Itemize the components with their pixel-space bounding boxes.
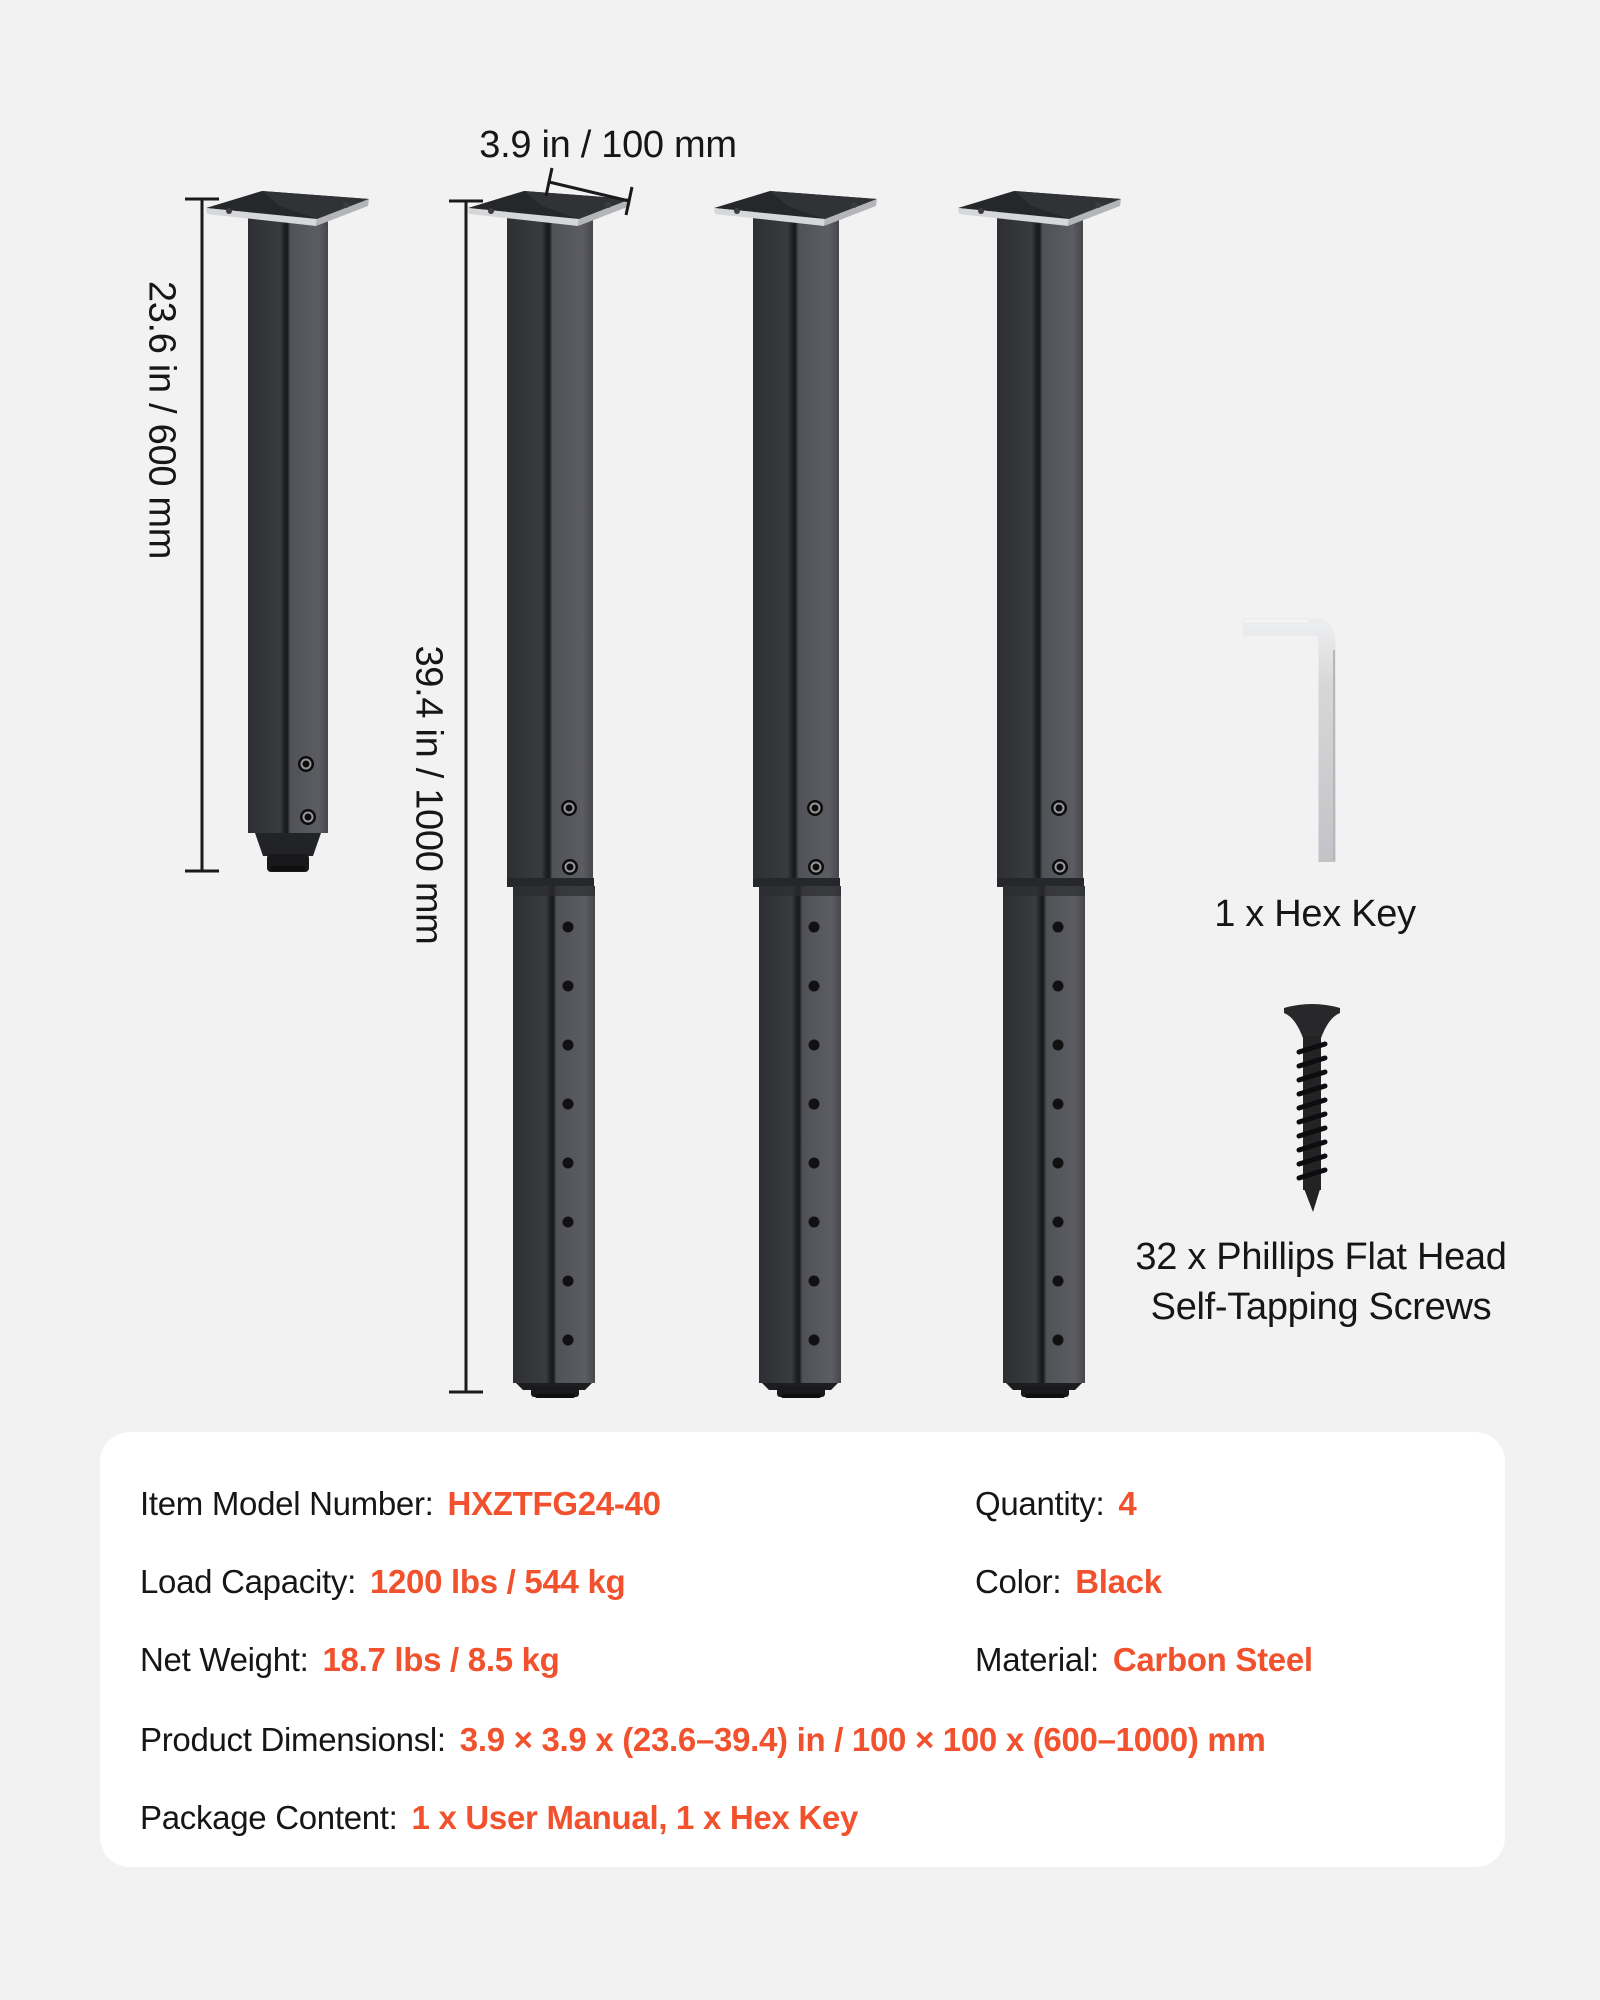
tall-leg-height-dimension-label: 39.4 in / 1000 mm	[407, 645, 450, 945]
spec-label: Product Dimensionsl:	[140, 1721, 446, 1758]
spec-value: 18.7 lbs / 8.5 kg	[322, 1641, 560, 1678]
spec-label: Net Weight:	[140, 1641, 309, 1678]
screws-label	[1135, 1232, 1506, 1332]
short-leg-height-dimension-label: 23.6 in / 600 mm	[140, 280, 183, 560]
spec-label: Package Content:	[140, 1799, 398, 1836]
spec-row-load-capacity	[140, 1558, 625, 1606]
spec-label: Load Capacity:	[140, 1563, 356, 1600]
tall-leg-graphic-2	[714, 191, 877, 1398]
spec-label: Item Model Number:	[140, 1485, 434, 1522]
spec-row-color	[975, 1558, 1162, 1606]
screws-label-line2: Self-Tapping Screws	[1150, 1286, 1492, 1328]
spec-label: Quantity:	[975, 1485, 1105, 1522]
tall-leg-dimension-line	[449, 201, 483, 1392]
spec-row-model	[140, 1480, 661, 1528]
spec-value: Carbon Steel	[1112, 1641, 1313, 1678]
short-leg-dimension-line	[185, 199, 219, 871]
screws-label-line1: 32 x Phillips Flat Head	[1135, 1236, 1507, 1278]
hex-key-graphic	[1243, 621, 1334, 862]
spec-label: Color:	[975, 1563, 1062, 1600]
plate-width-dimension-label: 3.9 in / 100 mm	[479, 124, 737, 166]
tall-leg-graphic-3	[958, 191, 1121, 1398]
hex-key-label: 1 x Hex Key	[1214, 893, 1416, 935]
spec-value: Black	[1075, 1563, 1162, 1600]
spec-row-package-content	[140, 1794, 858, 1842]
screw-graphic	[1284, 1004, 1340, 1212]
spec-row-net-weight	[140, 1636, 560, 1684]
spec-row-dimensions	[140, 1716, 1266, 1764]
spec-label: Material:	[975, 1641, 1099, 1678]
spec-row-quantity	[975, 1480, 1136, 1528]
spec-value: 1200 lbs / 544 kg	[369, 1563, 626, 1600]
spec-value: 3.9 × 3.9 x (23.6–39.4) in / 100 × 100 x (600–1000) mm	[459, 1721, 1266, 1758]
spec-value: HXZTFG24-40	[447, 1485, 661, 1522]
spec-value: 1 x User Manual, 1 x Hex Key	[411, 1799, 859, 1836]
spec-row-material	[975, 1636, 1313, 1684]
spec-value: 4	[1118, 1485, 1137, 1522]
short-leg-graphic	[206, 191, 369, 872]
spec-panel	[100, 1432, 1505, 1867]
tall-leg-graphic-1	[468, 191, 631, 1398]
